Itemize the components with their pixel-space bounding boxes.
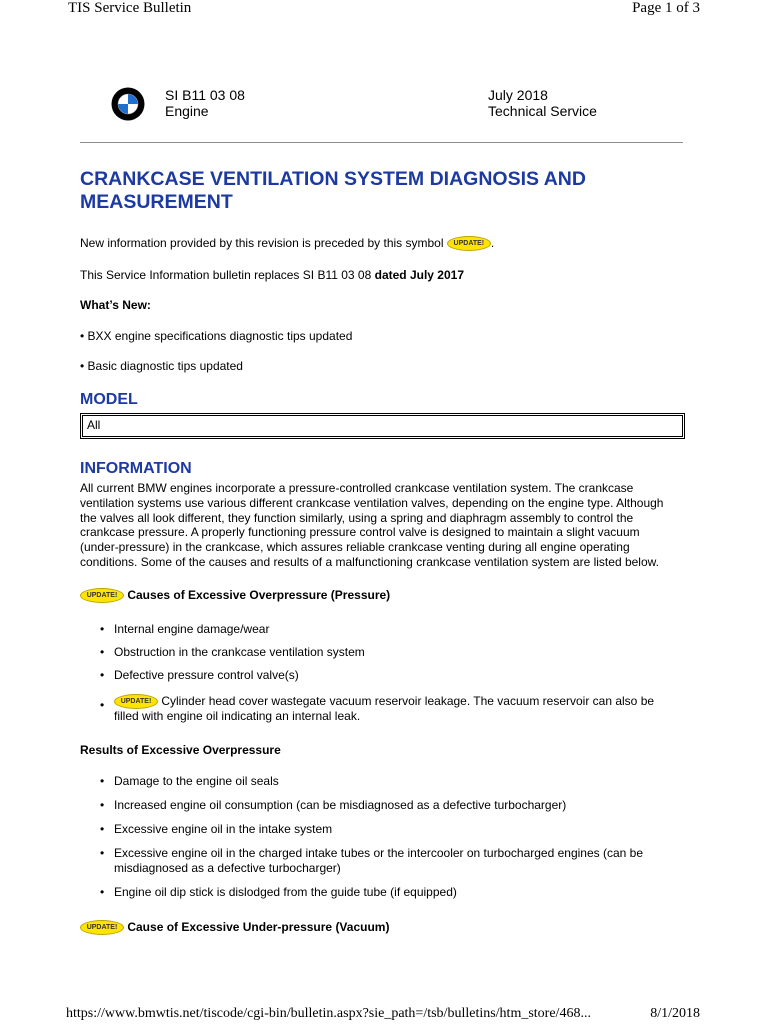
model-heading: MODEL: [80, 391, 138, 408]
whats-new-item: • BXX engine specifications diagnostic tips updated: [80, 329, 353, 343]
cause-underpressure-heading: [80, 920, 389, 935]
bulletin-date: July 2018: [488, 87, 548, 103]
bulletin-meta-right: [488, 87, 597, 119]
information-text: All current BMW engines incorporate a pressure-controlled crankcase ventilation system. The crankcase ventilation systems use various different crankcase ventilation valves, depending on the engine type. Although the valves all look different, they function similarly, using a spring and diaphragm assembly to control the crankcase pressure. A properly functioning pressure control valve is designed to maintain a slight vacuum (under-pressure) in the crankcase, which assures reliable crankcase venting during all engine operating conditions. Some of the causes and results of a malfunctioning crankcase ventilation system are listed below.: [80, 481, 664, 569]
bulletin-number: SI B11 03 08: [165, 87, 245, 103]
whats-new-label: What’s New:: [80, 298, 151, 312]
bullet-icon: •: [100, 846, 105, 860]
print-footer-url: https://www.bmwtis.net/tiscode/cgi-bin/bulletin.aspx?sie_path=/tsb/bulletins/htm_store/468...: [66, 1006, 591, 1021]
print-header-title: TIS Service Bulletin: [68, 0, 192, 16]
list-item: • Increased engine oil consumption (can be misdiagnosed as a defective turbocharger): [100, 798, 567, 812]
bullet-icon: •: [100, 885, 105, 899]
replaces-note: [80, 268, 464, 282]
list-item: • Obstruction in the crankcase ventilation system: [100, 645, 365, 659]
bullet-icon: •: [100, 698, 105, 712]
information-heading: INFORMATION: [80, 460, 192, 477]
list-item: • Engine oil dip stick is dislodged from the guide tube (if equipped): [100, 885, 457, 899]
bullet-icon: •: [100, 668, 105, 682]
bulletin-meta-left: [165, 87, 245, 119]
update-badge-icon: UPDATE!: [80, 588, 124, 603]
list-item: • Excessive engine oil in the charged intake tubes or the intercooler on turbocharged engines (can be misdiagnosed as a defective turbocharger): [100, 846, 644, 875]
bullet-icon: •: [100, 822, 105, 836]
update-badge-icon: UPDATE!: [80, 920, 124, 935]
bullet-icon: •: [100, 645, 105, 659]
bulletin-category: Technical Service: [488, 103, 597, 119]
list-item: • UPDATE! Cylinder head cover wastegate vacuum reservoir leakage. The vacuum reservoir can also be filled with engine oil indicating an internal leak.: [100, 694, 655, 724]
update-badge-icon: UPDATE!: [114, 694, 158, 709]
replaces-text: This Service Information bulletin replaces SI B11 03 08: [80, 268, 372, 282]
new-info-end: .: [490, 236, 495, 250]
list-item: • Damage to the engine oil seals: [100, 774, 279, 788]
update-badge-icon: UPDATE!: [447, 236, 491, 251]
causes-overpressure-title: Causes of Excessive Overpressure (Pressure): [127, 588, 391, 602]
new-info-note: [80, 236, 494, 251]
bullet-icon: •: [100, 774, 105, 788]
header-divider: [80, 142, 683, 143]
results-overpressure-heading: Results of Excessive Overpressure: [80, 743, 281, 757]
model-value: All: [87, 418, 101, 432]
print-header-page: Page 1 of 3: [632, 0, 700, 16]
bulletin-group: Engine: [165, 103, 209, 119]
list-item: • Excessive engine oil in the intake system: [100, 822, 333, 836]
list-item: • Internal engine damage/wear: [100, 622, 270, 636]
print-footer-date: 8/1/2018: [650, 1006, 700, 1021]
model-table: [80, 413, 685, 439]
list-item: • Defective pressure control valve(s): [100, 668, 299, 682]
new-info-text: New information provided by this revision is preceded by this symbol: [80, 236, 444, 250]
replaces-date: dated July 2017: [374, 268, 464, 282]
causes-overpressure-heading: [80, 588, 390, 603]
cause-underpressure-title: Cause of Excessive Under-pressure (Vacuum): [127, 920, 390, 934]
bullet-icon: •: [100, 622, 105, 636]
page-title: CRANKCASE VENTILATION SYSTEM DIAGNOSIS AND MEASUREMENT: [80, 168, 586, 213]
bullet-icon: •: [100, 798, 105, 812]
whats-new-item: • Basic diagnostic tips updated: [80, 359, 243, 373]
bmw-logo-icon: [111, 87, 145, 121]
